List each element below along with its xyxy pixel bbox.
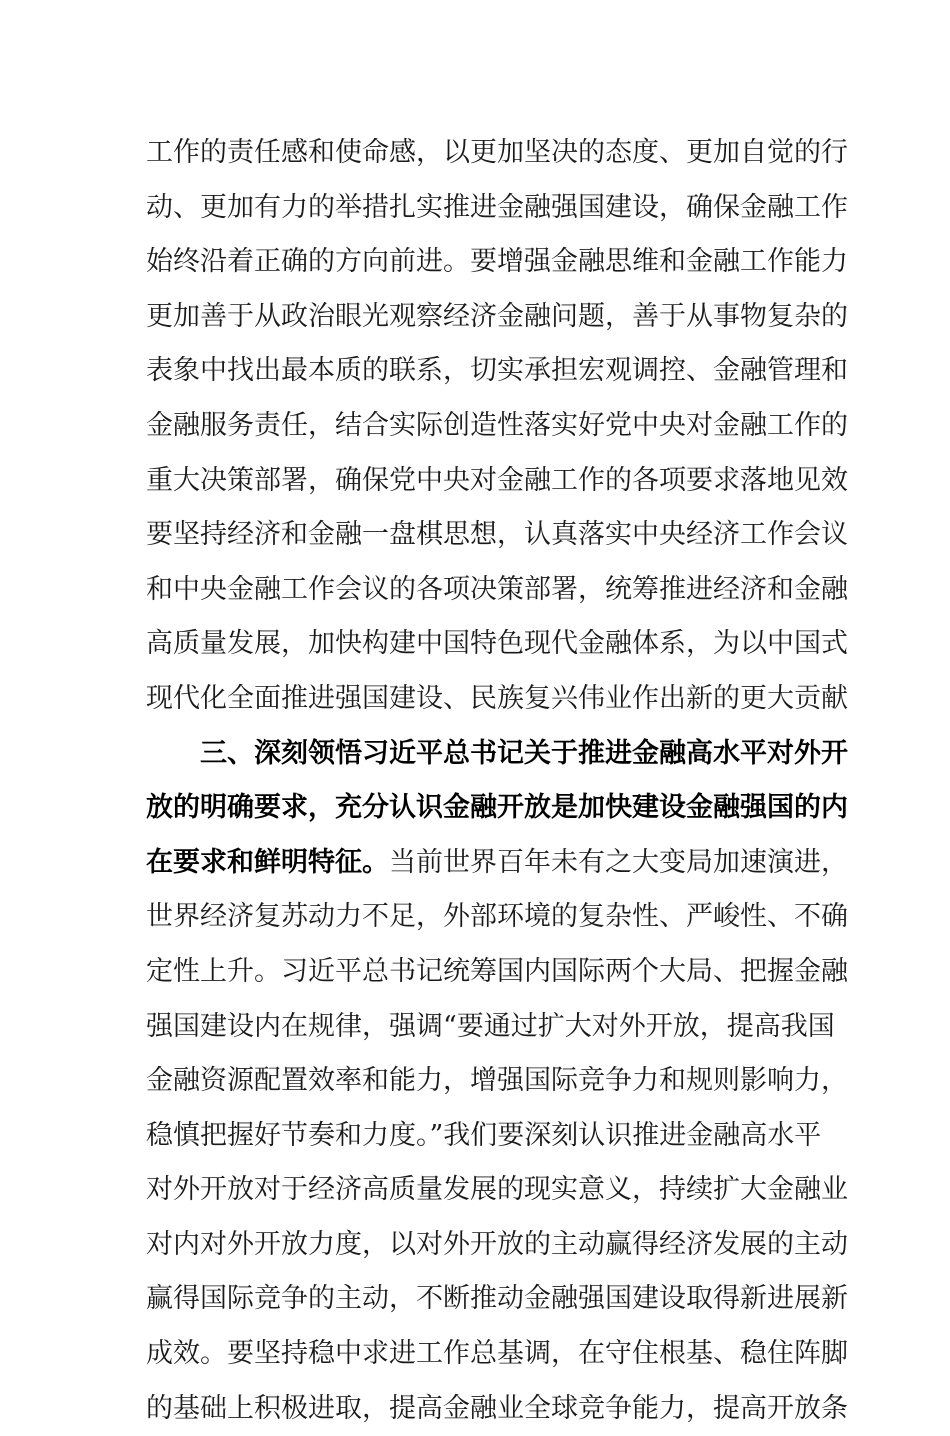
section-heading-mixed-line bbox=[146, 836, 848, 891]
paragraph-line: 现代化全面推进强国建设、民族复兴伟业作出新的更大贡献 bbox=[146, 682, 848, 714]
paragraph-line: 世界经济复苏动力不足，外部环境的复杂性、严峻性、不确 bbox=[146, 901, 848, 933]
paragraph-line: 成效。要坚持稳中求进工作总基调，在守住根基、稳住阵脚 bbox=[146, 1338, 848, 1370]
paragraph-line: 赢得国际竞争的主动，不断推动金融强国建设取得新进展新 bbox=[146, 1283, 848, 1315]
paragraph-line: 和中央金融工作会议的各项决策部署，统筹推进经济和金融 bbox=[146, 573, 848, 605]
section-heading-tail: 在要求和鲜明特征。 bbox=[146, 846, 389, 878]
section-heading: 放的明确要求，充分认识金融开放是加快建设金融强国的内 bbox=[146, 792, 848, 824]
paragraph-line: 稳慎把握好节奏和力度。”我们要深刻认识推进金融高水平 bbox=[146, 1119, 822, 1151]
body-text bbox=[146, 126, 848, 1436]
paragraph-line: 更加善于从政治眼光观察经济金融问题，善于从事物复杂的 bbox=[146, 300, 848, 332]
paragraph-line: 金融资源配置效率和能力，增强国际竞争力和规则影响力， bbox=[146, 1065, 848, 1097]
paragraph-line: 动、更加有力的举措扎实推进金融强国建设，确保金融工作 bbox=[146, 191, 848, 223]
paragraph-line: 对外开放对于经济高质量发展的现实意义，持续扩大金融业 bbox=[146, 1174, 848, 1206]
paragraph-line: 定性上升。习近平总书记统筹国内国际两个大局、把握金融 bbox=[146, 955, 848, 987]
paragraph-line: 始终沿着正确的方向前进。要增强金融思维和金融工作能力 bbox=[146, 246, 848, 278]
paragraph-line: 工作的责任感和使命感，以更加坚决的态度、更加自觉的行 bbox=[146, 137, 848, 168]
paragraph-line: 金融服务责任，结合实际创造性落实好党中央对金融工作的 bbox=[146, 409, 848, 441]
paragraph-line: 强国建设内在规律，强调“要通过扩大对外开放，提高我国 bbox=[146, 1010, 835, 1042]
paragraph-line: 表象中找出最本质的联系，切实承担宏观调控、金融管理和 bbox=[146, 355, 848, 387]
paragraph-line: 要坚持经济和金融一盘棋思想，认真落实中央经济工作会议 bbox=[146, 519, 848, 551]
paragraph-line: 的基础上积极进取，提高金融业全球竞争能力，提高开放条 bbox=[146, 1392, 848, 1424]
paragraph-line: 高质量发展，加快构建中国特色现代金融体系，为以中国式 bbox=[146, 628, 848, 660]
paragraph-line: 重大决策部署，确保党中央对金融工作的各项要求落地见效 bbox=[146, 464, 848, 496]
paragraph-line: 对内对外开放力度，以对外开放的主动赢得经济发展的主动 bbox=[146, 1228, 848, 1260]
paragraph-text: 当前世界百年未有之大变局加速演进， bbox=[389, 846, 848, 878]
section-heading: 三、深刻领悟习近平总书记关于推进金融高水平对外开 bbox=[200, 737, 848, 769]
